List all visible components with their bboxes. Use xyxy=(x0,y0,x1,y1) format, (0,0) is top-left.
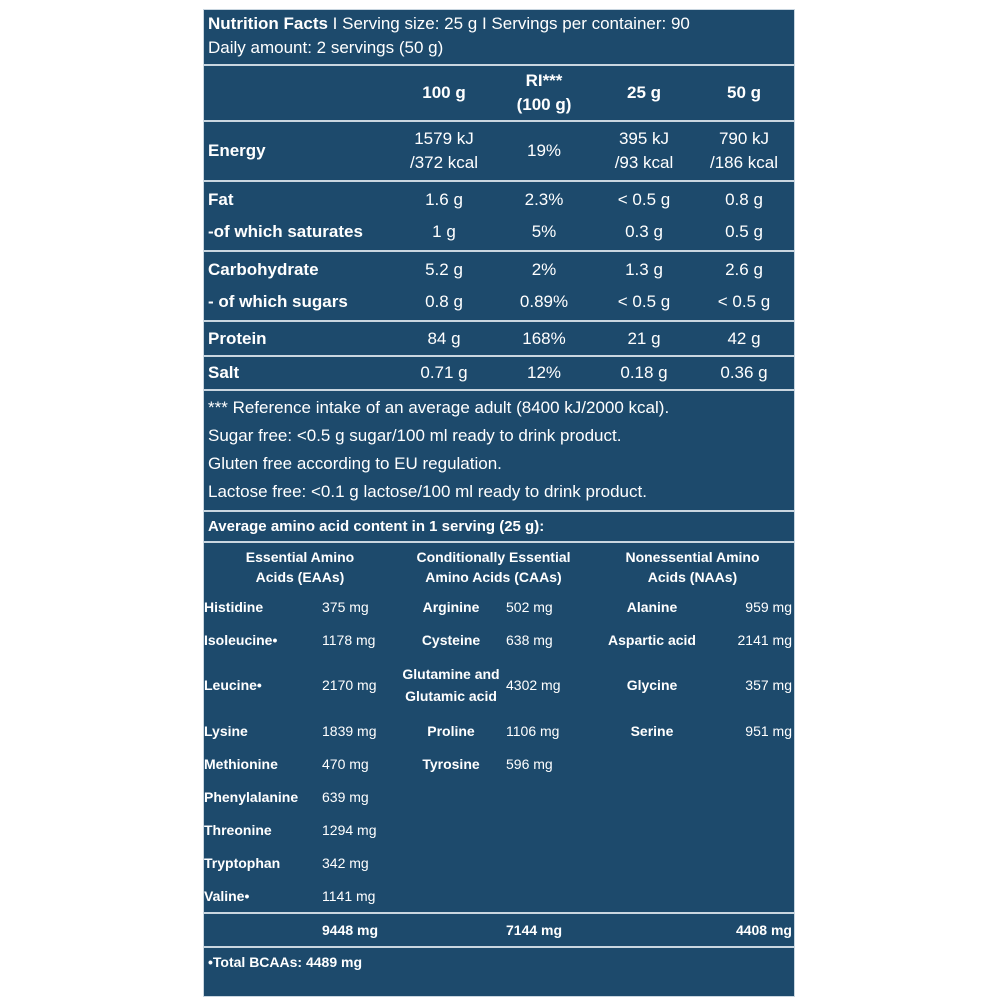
salt-ri: 12% xyxy=(526,363,562,382)
amino-row xyxy=(204,591,794,623)
carb-ri: 2% xyxy=(531,260,557,279)
nutrition-header-row xyxy=(204,66,794,120)
naa-name: Serine xyxy=(630,722,674,739)
amino-header-row xyxy=(204,543,794,591)
sugars-25g: < 0.5 g xyxy=(617,292,671,311)
amino-totals-row xyxy=(204,914,794,946)
saturates-100g: 1 g xyxy=(432,222,456,241)
naa-value: 2141 mg xyxy=(737,631,792,648)
row-label: Carbohydrate xyxy=(208,260,319,279)
saturates-ri: 5% xyxy=(531,222,557,241)
eaa-name: Histidine xyxy=(204,599,264,615)
fat-100g: 1.6 g xyxy=(425,190,463,209)
col-25g: 25 g xyxy=(626,83,662,102)
caa-value: 4302 mg xyxy=(506,677,561,693)
eaa-name: Methionine xyxy=(204,755,278,772)
caa-name: Arginine xyxy=(422,599,480,615)
protein-25g: 21 g xyxy=(627,328,661,348)
gluten-free-note: Gluten free according to EU regulation. xyxy=(208,454,502,473)
naa-value: 357 mg xyxy=(745,677,792,693)
energy-50g: 790 kJ /186 kcal xyxy=(709,129,779,172)
eaa-value: 342 mg xyxy=(322,854,369,871)
eaa-value: 470 mg xyxy=(322,755,369,772)
notes-block xyxy=(204,391,794,510)
eaa-value: 375 mg xyxy=(322,599,369,615)
row-label: Fat xyxy=(208,190,234,209)
naa-name: Aspartic acid xyxy=(608,631,696,648)
serving-info-line xyxy=(204,12,794,36)
eaa-name: Lysine xyxy=(204,722,248,739)
row-energy xyxy=(204,122,794,180)
eaa-name: Phenylalanine xyxy=(204,788,299,805)
caa-name: Tyrosine xyxy=(422,755,480,772)
caa-value: 502 mg xyxy=(506,599,553,615)
naa-header: Nonessential Amino Acids (NAAs) xyxy=(625,549,760,585)
amino-row xyxy=(204,747,794,780)
divider xyxy=(204,180,794,182)
fat-25g: < 0.5 g xyxy=(617,190,671,209)
total-bcaas: •Total BCAAs: 4489 mg xyxy=(208,954,363,970)
row-label: Protein xyxy=(208,328,267,348)
eaa-value: 639 mg xyxy=(322,788,369,805)
amino-acid-title: Average amino acid content in 1 serving (25 g): xyxy=(208,518,545,535)
protein-50g: 42 g xyxy=(727,328,761,348)
carb-25g: 1.3 g xyxy=(625,260,663,279)
col-100g: 100 g xyxy=(422,83,466,102)
sugars-ri: 0.89% xyxy=(519,292,569,311)
eaa-total: 9448 mg xyxy=(322,922,379,938)
eaa-name: Threonine xyxy=(204,821,272,838)
ri-note: *** Reference intake of an average adult (8400 kJ/2000 kcal). xyxy=(208,398,670,417)
row-saturates xyxy=(204,216,794,248)
fat-ri: 2.3% xyxy=(524,190,564,209)
row-label: -of which saturates xyxy=(208,222,363,241)
energy-25g: 395 kJ /93 kcal xyxy=(614,129,674,172)
carb-100g: 5.2 g xyxy=(425,260,463,279)
row-label: Energy xyxy=(208,141,266,160)
saturates-25g: 0.3 g xyxy=(625,222,663,241)
carb-50g: 2.6 g xyxy=(725,260,763,279)
nutrition-facts-panel xyxy=(203,9,795,997)
eaa-header: Essential Amino Acids (EAAs) xyxy=(245,549,355,585)
caa-total: 7144 mg xyxy=(506,922,563,938)
caa-name: Glutamine and Glutamic acid xyxy=(402,666,500,704)
sugar-free-note: Sugar free: <0.5 g sugar/100 ml ready to drink product. xyxy=(208,426,622,445)
eaa-name: Isoleucine• xyxy=(204,631,278,648)
eaa-value: 1141 mg xyxy=(322,887,376,904)
protein-ri: 168% xyxy=(522,328,566,348)
amino-row xyxy=(204,846,794,879)
row-label: - of which sugars xyxy=(208,292,348,311)
energy-100g: 1579 kJ /372 kcal xyxy=(409,129,479,172)
lactose-free-note: Lactose free: <0.1 g lactose/100 ml ready to drink product. xyxy=(208,482,647,501)
salt-100g: 0.71 g xyxy=(420,363,468,382)
col-50g: 50 g xyxy=(726,83,762,102)
salt-25g: 0.18 g xyxy=(620,363,668,382)
row-salt xyxy=(204,357,794,389)
amino-row xyxy=(204,879,794,912)
eaa-name: Tryptophan xyxy=(204,854,281,871)
amino-row xyxy=(204,714,794,747)
naa-total: 4408 mg xyxy=(735,922,792,938)
row-protein xyxy=(204,322,794,355)
row-label: Salt xyxy=(208,363,240,382)
caa-value: 1106 mg xyxy=(506,722,560,739)
daily-amount: Daily amount: 2 servings (50 g) xyxy=(208,38,444,57)
protein-100g: 84 g xyxy=(427,328,461,348)
eaa-value: 1839 mg xyxy=(322,722,377,739)
saturates-50g: 0.5 g xyxy=(725,222,763,241)
naa-value: 951 mg xyxy=(745,722,792,739)
energy-ri: 19% xyxy=(526,141,562,160)
salt-50g: 0.36 g xyxy=(720,363,768,382)
caa-value: 596 mg xyxy=(506,755,553,772)
amino-row xyxy=(204,780,794,813)
divider xyxy=(204,250,794,252)
caa-name: Proline xyxy=(427,722,475,739)
eaa-name: Leucine• xyxy=(204,677,262,693)
sugars-100g: 0.8 g xyxy=(425,292,463,311)
eaa-value: 1178 mg xyxy=(322,631,376,648)
amino-row xyxy=(204,623,794,656)
caa-value: 638 mg xyxy=(506,631,553,648)
amino-row xyxy=(204,813,794,846)
caa-header: Conditionally Essential Amino Acids (CAAs) xyxy=(416,549,571,585)
sugars-50g: < 0.5 g xyxy=(717,292,771,311)
row-carbohydrate xyxy=(204,254,794,286)
naa-value: 959 mg xyxy=(745,599,792,615)
nutrition-facts-title: Nutrition Facts xyxy=(208,14,328,33)
naa-name: Glycine xyxy=(626,677,678,693)
serving-info: I Serving size: 25 g I Servings per container: 90 xyxy=(327,14,690,33)
amino-row xyxy=(204,656,794,714)
caa-name: Cysteine xyxy=(421,631,481,648)
eaa-value: 1294 mg xyxy=(322,821,377,838)
col-ri: RI*** (100 g) xyxy=(516,71,572,114)
row-sugars xyxy=(204,286,794,318)
eaa-name: Valine• xyxy=(204,887,250,904)
eaa-value: 2170 mg xyxy=(322,677,377,693)
fat-50g: 0.8 g xyxy=(725,190,763,209)
naa-name: Alanine xyxy=(626,599,678,615)
row-fat xyxy=(204,184,794,216)
